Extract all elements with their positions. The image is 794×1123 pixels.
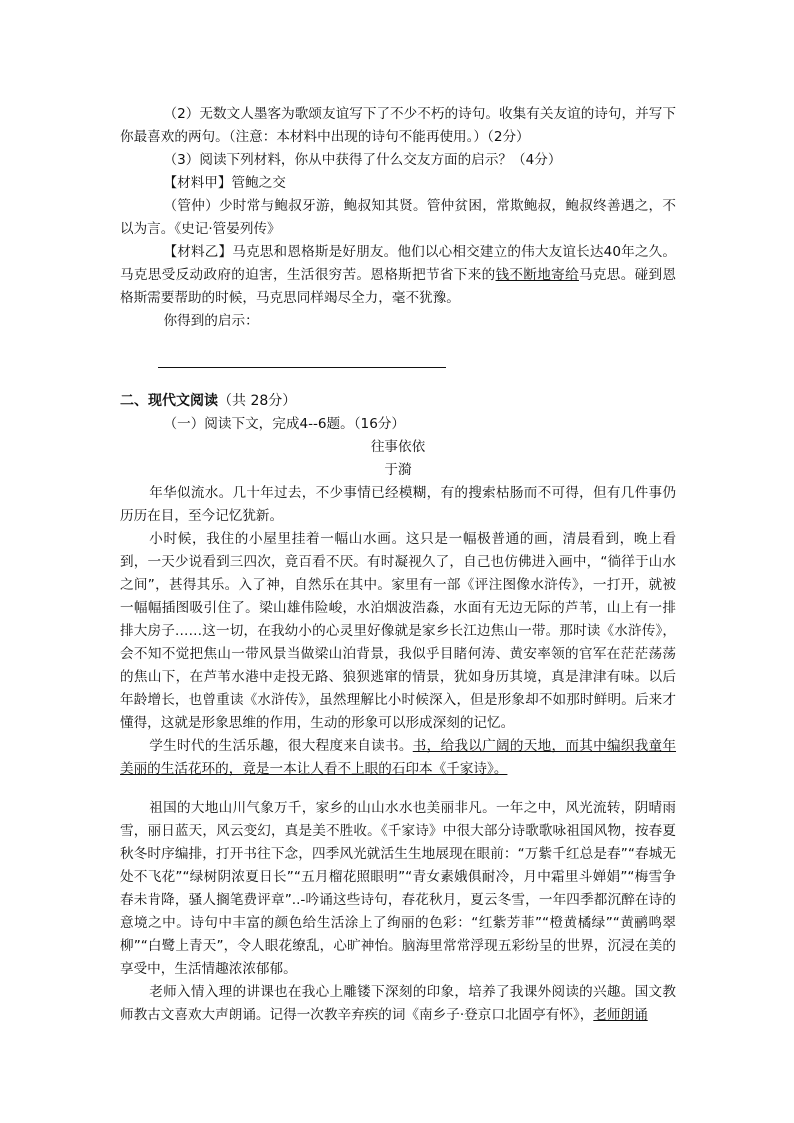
section-2-score: （共 28分）: [218, 393, 297, 409]
article-title: 往事依依: [370, 439, 426, 455]
question-2-line2: 下你最喜欢的两句。（注意：本材料中出现的诗句不能再使用。）（2分）: [120, 106, 676, 145]
material-a-title: 【材料甲】管鲍之交: [163, 175, 286, 191]
paragraph-3-pre: 学生时代的生活乐趣，很大程度来自读书。: [149, 738, 413, 754]
section-2-title: 二、现代文阅读: [120, 393, 218, 409]
question-2: [120, 103, 676, 149]
section-2-heading: [120, 390, 676, 413]
article-paragraph-1: 年华似流水。几十年过去，不少事情已经模糊，有的搜索枯肠而不可得，但有几件事仍历历在目，至今记忆犹新。: [120, 485, 676, 524]
article-paragraph-3: [120, 735, 676, 781]
material-a-text: （管仲）少时常与鲍叔牙游，鲍叔知其贤。管仲贫困，常欺鲍叔，鲍叔终善遇之，不以为言。《史记·管晏列传》: [120, 198, 676, 237]
material-b-text-pre: 马克思和恩格斯是好朋友。他们以心相交建立的伟大友谊长达40年之久。马克思受反动政府的迫害，生活很穷苦。恩格斯把节省下来的: [120, 244, 677, 283]
paragraph-3-underlined: 书，给我以广阔的天地，而其中编织我童年美丽的生活花环的，竟是一本让人看不上眼的石印本《千家诗》。: [120, 738, 677, 777]
paragraph-5-pre: 老师入情入理的讲课也在我心上雕镂下深刻的印象，培养了我课外阅读的兴趣。国文教师教古文喜欢大声朗诵。记得一次教辛弃疾的词《南乡子·登京口北固亭有怀》，: [120, 984, 676, 1023]
material-b-underlined: 钱不断地寄给: [495, 267, 579, 283]
material-b-label: 【材料乙】: [163, 244, 233, 260]
answer-blank-line[interactable]: [158, 367, 446, 368]
subsection-1-prompt: （一）阅读下文，完成4--6题。（16分）: [163, 416, 406, 432]
question-2-line1: （2）无数文人墨客为歌颂友谊写下了不少不朽的诗句。收集有关友谊的诗句，并写: [163, 106, 663, 122]
article-paragraph-5: [120, 981, 676, 1027]
question-3-prompt: （3）阅读下列材料，你从中获得了什么交友方面的启示？（4分）: [163, 152, 562, 168]
paragraph-5-underlined: 老师朗诵: [593, 1007, 648, 1023]
material-b: [120, 241, 676, 310]
article-author: 于漪: [384, 462, 412, 478]
article-paragraph-2: 小时候，我住的小屋里挂着一幅山水画。这只是一幅极普通的画，清晨看到，晚上看到，一天少说看到三四次，竟百看不厌。有时凝视久了，自己也仿佛进入画中，“徜徉于山水之间”，甚得其乐。入了神，自然乐在其中。家里有一部《评注图像水浒传》，一打开，就被一幅幅插图吸引住了。梁山雄伟险峻，水泊烟波浩淼，水面有无边无际的芦苇，山上有一排排大房子……这一切，在我幼小的心灵里好像就是家乡长江边焦山一带。那时读《水浒传》，会不知不觉把焦山一带风景当做梁山泊背景，我似乎目睹何涛、黄安率领的官军在茫茫荡荡的焦山下，在芦苇水港中走投无路、狼狈逃窜的情景，犹如身历其境，真是津津有味。以后年龄增长，也曾重读《水浒传》，虽然理解比小时候深入，但是形象却不如那时鲜明。后来才懂得，这就是形象思维的作用，生动的形象可以形成深刻的记忆。: [120, 531, 676, 731]
material-b-text-post: 马克思。碰到恩格斯需要帮助的时候，马克思同样竭尽全力，毫不犹豫。: [120, 267, 677, 306]
article-paragraph-4: 祖国的大地山川气象万千，家乡的山山水水也美丽非凡。一年之中，风光流转，阴晴雨雪，丽日蓝天，风云变幻，真是美不胜收。《千家诗》中很大部分诗歌歌咏祖国风物，按春夏秋冬时序编排，打开书往下念，四季风光就活生生地展现在眼前：“万紫千红总是春”“春城无处不飞花”“绿树阴浓夏日长”“五月榴花照眼明”“青女素娥俱耐冷，月中霜里斗婵娟”“梅雪争春未肯降，骚人搁笔费评章”..-吟诵这些诗句，春花秋月，夏云冬雪，一年四季都沉醉在诗的意境之中。诗句中丰富的颜色给生活涂上了绚丽的色彩：“红紫芳菲”“橙黄橘绿”“黄鹂鸣翠柳”“白鹭上青天”，令人眼花缭乱，心旷神怡。脑海里常常浮现五彩纷呈的世界，沉浸在美的享受中，生活情趣浓浓郁郁。: [120, 800, 676, 977]
answer-label: 你得到的启示：: [163, 313, 259, 329]
